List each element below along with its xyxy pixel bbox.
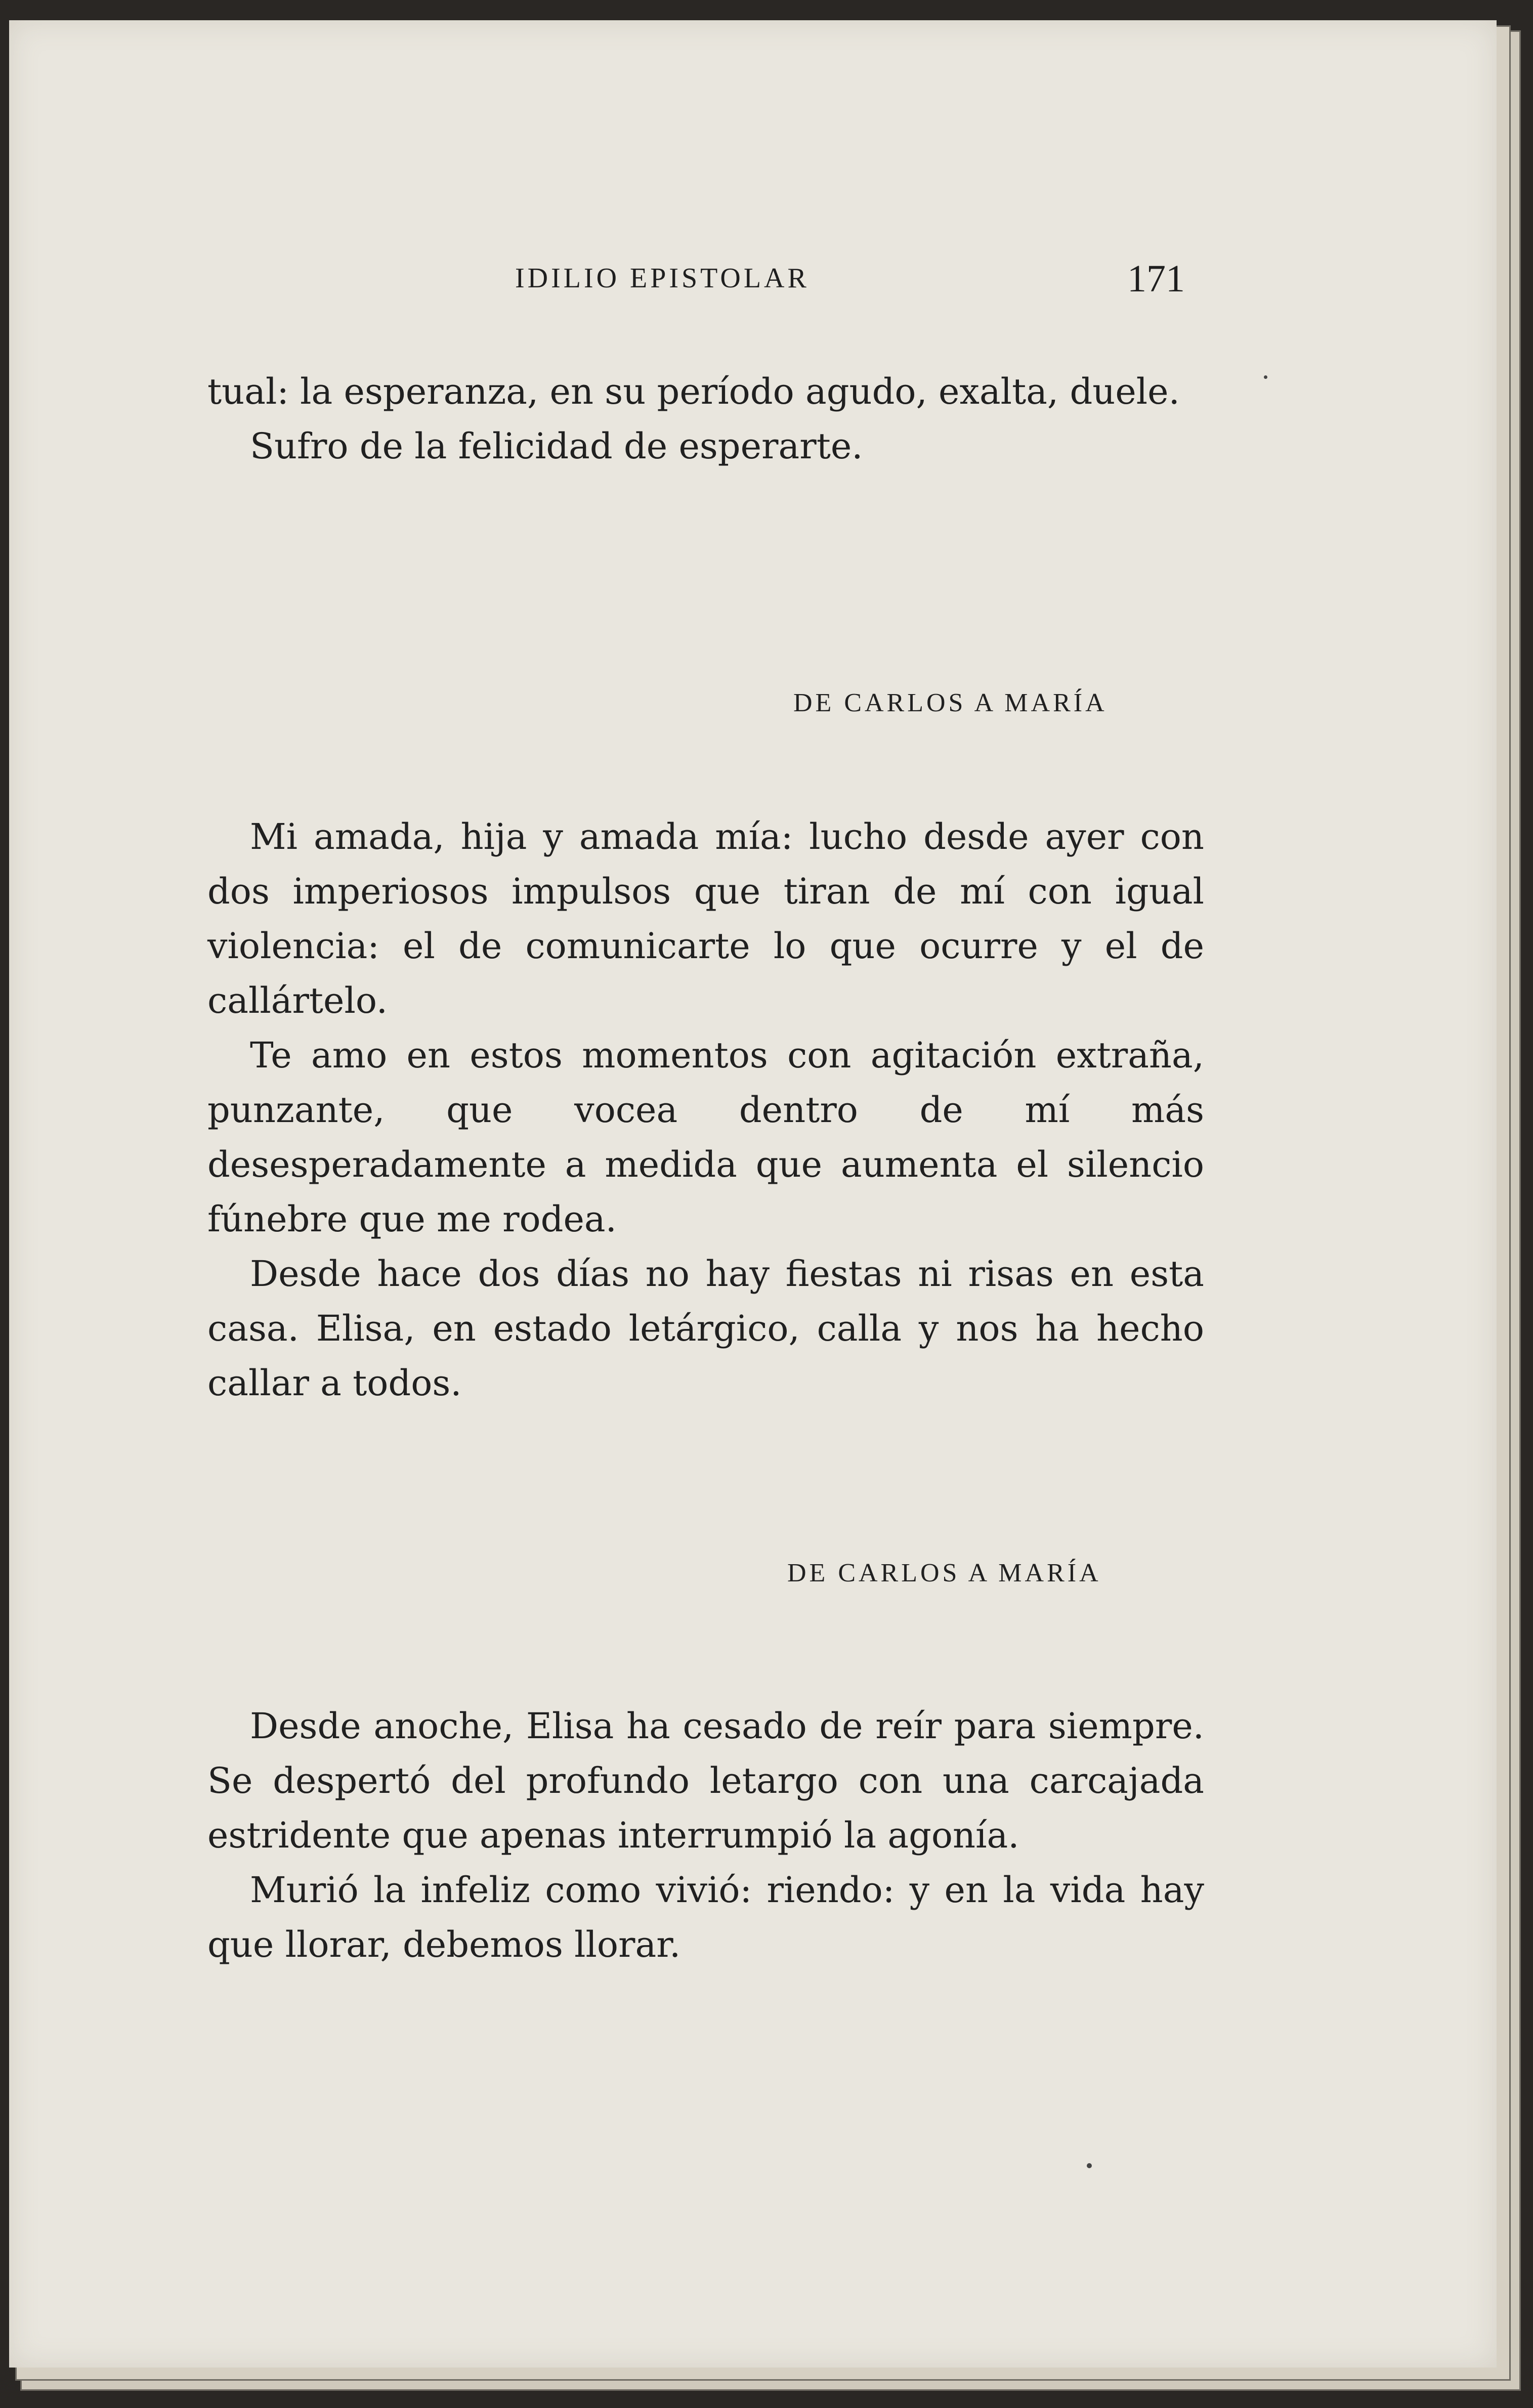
ink-speck: [1087, 2163, 1092, 2168]
letter-2-body: [207, 1699, 1204, 1972]
letter-1-paragraph-3: Desde hace dos días no hay fiestas ni risas en esta casa. Elisa, en estado letárgico, calla y nos ha hecho callar a todos.: [207, 1253, 1204, 1404]
intro-paragraph-1: tual: la esperanza, en su período agudo, exalta, duele.: [207, 371, 1180, 412]
intro-text: [207, 364, 1204, 474]
letter-1-paragraph-1: Mi amada, hija y amada mía: lucho desde ayer con dos imperiosos impulsos que tiran de mí con igual violencia: el de comunicarte lo que ocurre y el de callártelo.: [207, 816, 1204, 1021]
letter-2-heading: DE CARLOS A MARÍA: [787, 1559, 1101, 1587]
page-number: 171: [1127, 257, 1185, 300]
intro-paragraph-2: Sufro de la felicidad de esperarte.: [250, 425, 863, 467]
letter-1-paragraph-2: Te amo en estos momentos con agitación extraña, punzante, que vocea dentro de mí más desesperadamente a medida que aumenta el silencio fúnebre que me rodea.: [207, 1035, 1204, 1240]
running-title: IDILIO EPISTOLAR: [515, 263, 810, 294]
letter-1-body: [207, 809, 1204, 1410]
letter-2-paragraph-2: Murió la infeliz como vivió: riendo: y en la vida hay que llorar, debemos llorar.: [207, 1869, 1204, 1965]
ink-speck: [1264, 375, 1267, 379]
letter-2-paragraph-1: Desde anoche, Elisa ha cesado de reír para siempre. Se despertó del profundo letargo con una carcajada estridente que apenas interrumpió la agonía.: [207, 1705, 1204, 1856]
letter-1-heading: DE CARLOS A MARÍA: [793, 689, 1108, 717]
book-page: [9, 20, 1497, 2368]
